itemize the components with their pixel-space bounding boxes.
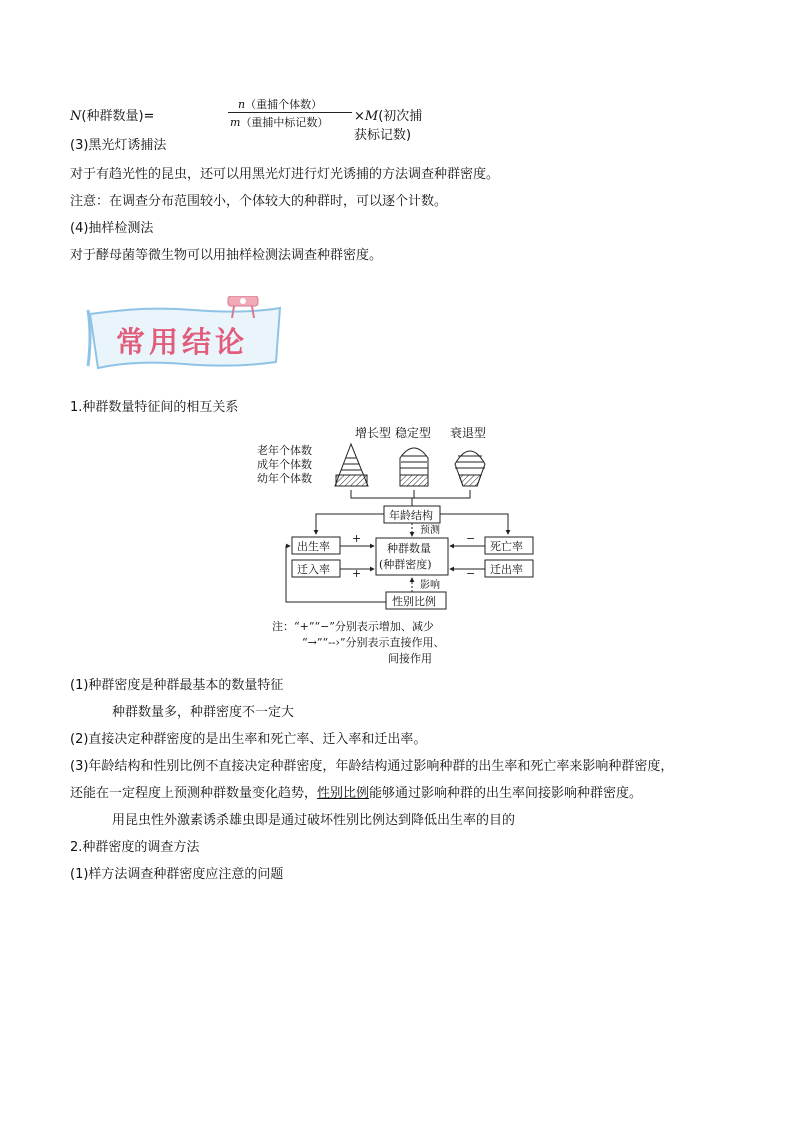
section-3-body: 对于有趋光性的昆虫，还可以用黑光灯进行灯光诱捕的方法调查种群密度。 (70, 167, 500, 182)
banner-title: 常用结论 (116, 325, 249, 359)
label-birth: 出生率 (297, 540, 330, 553)
para-4: 用昆虫性外激素诱杀雄虫即是通过破坏性别比例达到降低出生率的目的 (112, 813, 516, 828)
para-1: (1)种群密度是种群最基本的数量特征 (70, 678, 284, 693)
conclusion-banner (84, 296, 288, 378)
label-pop-2: (种群密度) (379, 558, 432, 571)
note-text: 注意：在调查分布范围较小，个体较大的种群时，可以逐个计数。 (70, 194, 448, 209)
sign-emigration: − (466, 567, 476, 580)
formula-rhs: ×M(初次捕获标记数) (354, 109, 423, 143)
age-label-old: 老年个体数 (257, 444, 312, 457)
fraction-bar (228, 112, 352, 113)
density-formula (70, 96, 430, 143)
note-line-1: 注：“+”“−”分别表示增加、减少 (272, 620, 434, 633)
age-label-young: 幼年个体数 (257, 472, 312, 485)
para-3b: 还能在一定程度上预测种群数量变化趋势，性别比例能够通过影响种群的出生率间接影响种群密度。 (70, 786, 643, 801)
note-line-3: 间接作用 (388, 652, 432, 665)
type-decline: 衰退型 (450, 426, 487, 440)
pyramid-growth (335, 444, 368, 486)
para-2: (2)直接决定种群密度的是出生率和死亡率、迁入率和迁出率。 (70, 732, 427, 747)
label-age-structure: 年龄结构 (389, 509, 433, 522)
age-label-adult: 成年个体数 (257, 458, 312, 471)
label-immigration: 迁入率 (297, 563, 330, 576)
formula-numerator: n（重捕个体数） (238, 98, 323, 111)
sign-death: − (466, 532, 476, 545)
formula-lhs: N(种群数量)= (70, 109, 155, 124)
para-1b: 种群数量多，种群密度不一定大 (112, 705, 295, 720)
type-growth: 增长型 (355, 426, 392, 440)
formula-denominator: m（重捕中标记数） (230, 116, 329, 129)
sign-birth: + (352, 532, 362, 545)
sign-immigration: + (352, 567, 362, 580)
pyramid-decline (455, 451, 485, 486)
heading-2: 2.种群密度的调查方法 (70, 840, 200, 855)
pyramid-stable (400, 448, 428, 486)
label-affect: 影响 (420, 580, 440, 591)
para-5: (1)样方法调查种群密度应注意的问题 (70, 867, 284, 882)
underlined-sex-ratio: 性别比例 (317, 786, 370, 801)
type-stable: 稳定型 (395, 426, 432, 440)
label-emigration: 迁出率 (490, 563, 523, 576)
heading-1: 1.种群数量特征间的相互关系 (70, 400, 239, 415)
section-3-title: (3)黑光灯诱捕法 (70, 138, 167, 153)
section-4-title: (4)抽样检测法 (70, 221, 154, 236)
population-diagram (252, 420, 552, 670)
label-pop-1: 种群数量 (387, 542, 431, 555)
section-4-body: 对于酵母菌等微生物可以用抽样检测法调查种群密度。 (70, 248, 383, 263)
label-predict: 预测 (420, 525, 440, 536)
note-line-2: “→”“‐‐›”分别表示直接作用、 (302, 636, 445, 649)
para-3a: (3)年龄结构和性别比例不直接决定种群密度，年龄结构通过影响种群的出生率和死亡率来影响种群密度， (70, 759, 674, 774)
label-death: 死亡率 (490, 540, 523, 553)
label-sex-ratio: 性别比例 (392, 595, 436, 608)
